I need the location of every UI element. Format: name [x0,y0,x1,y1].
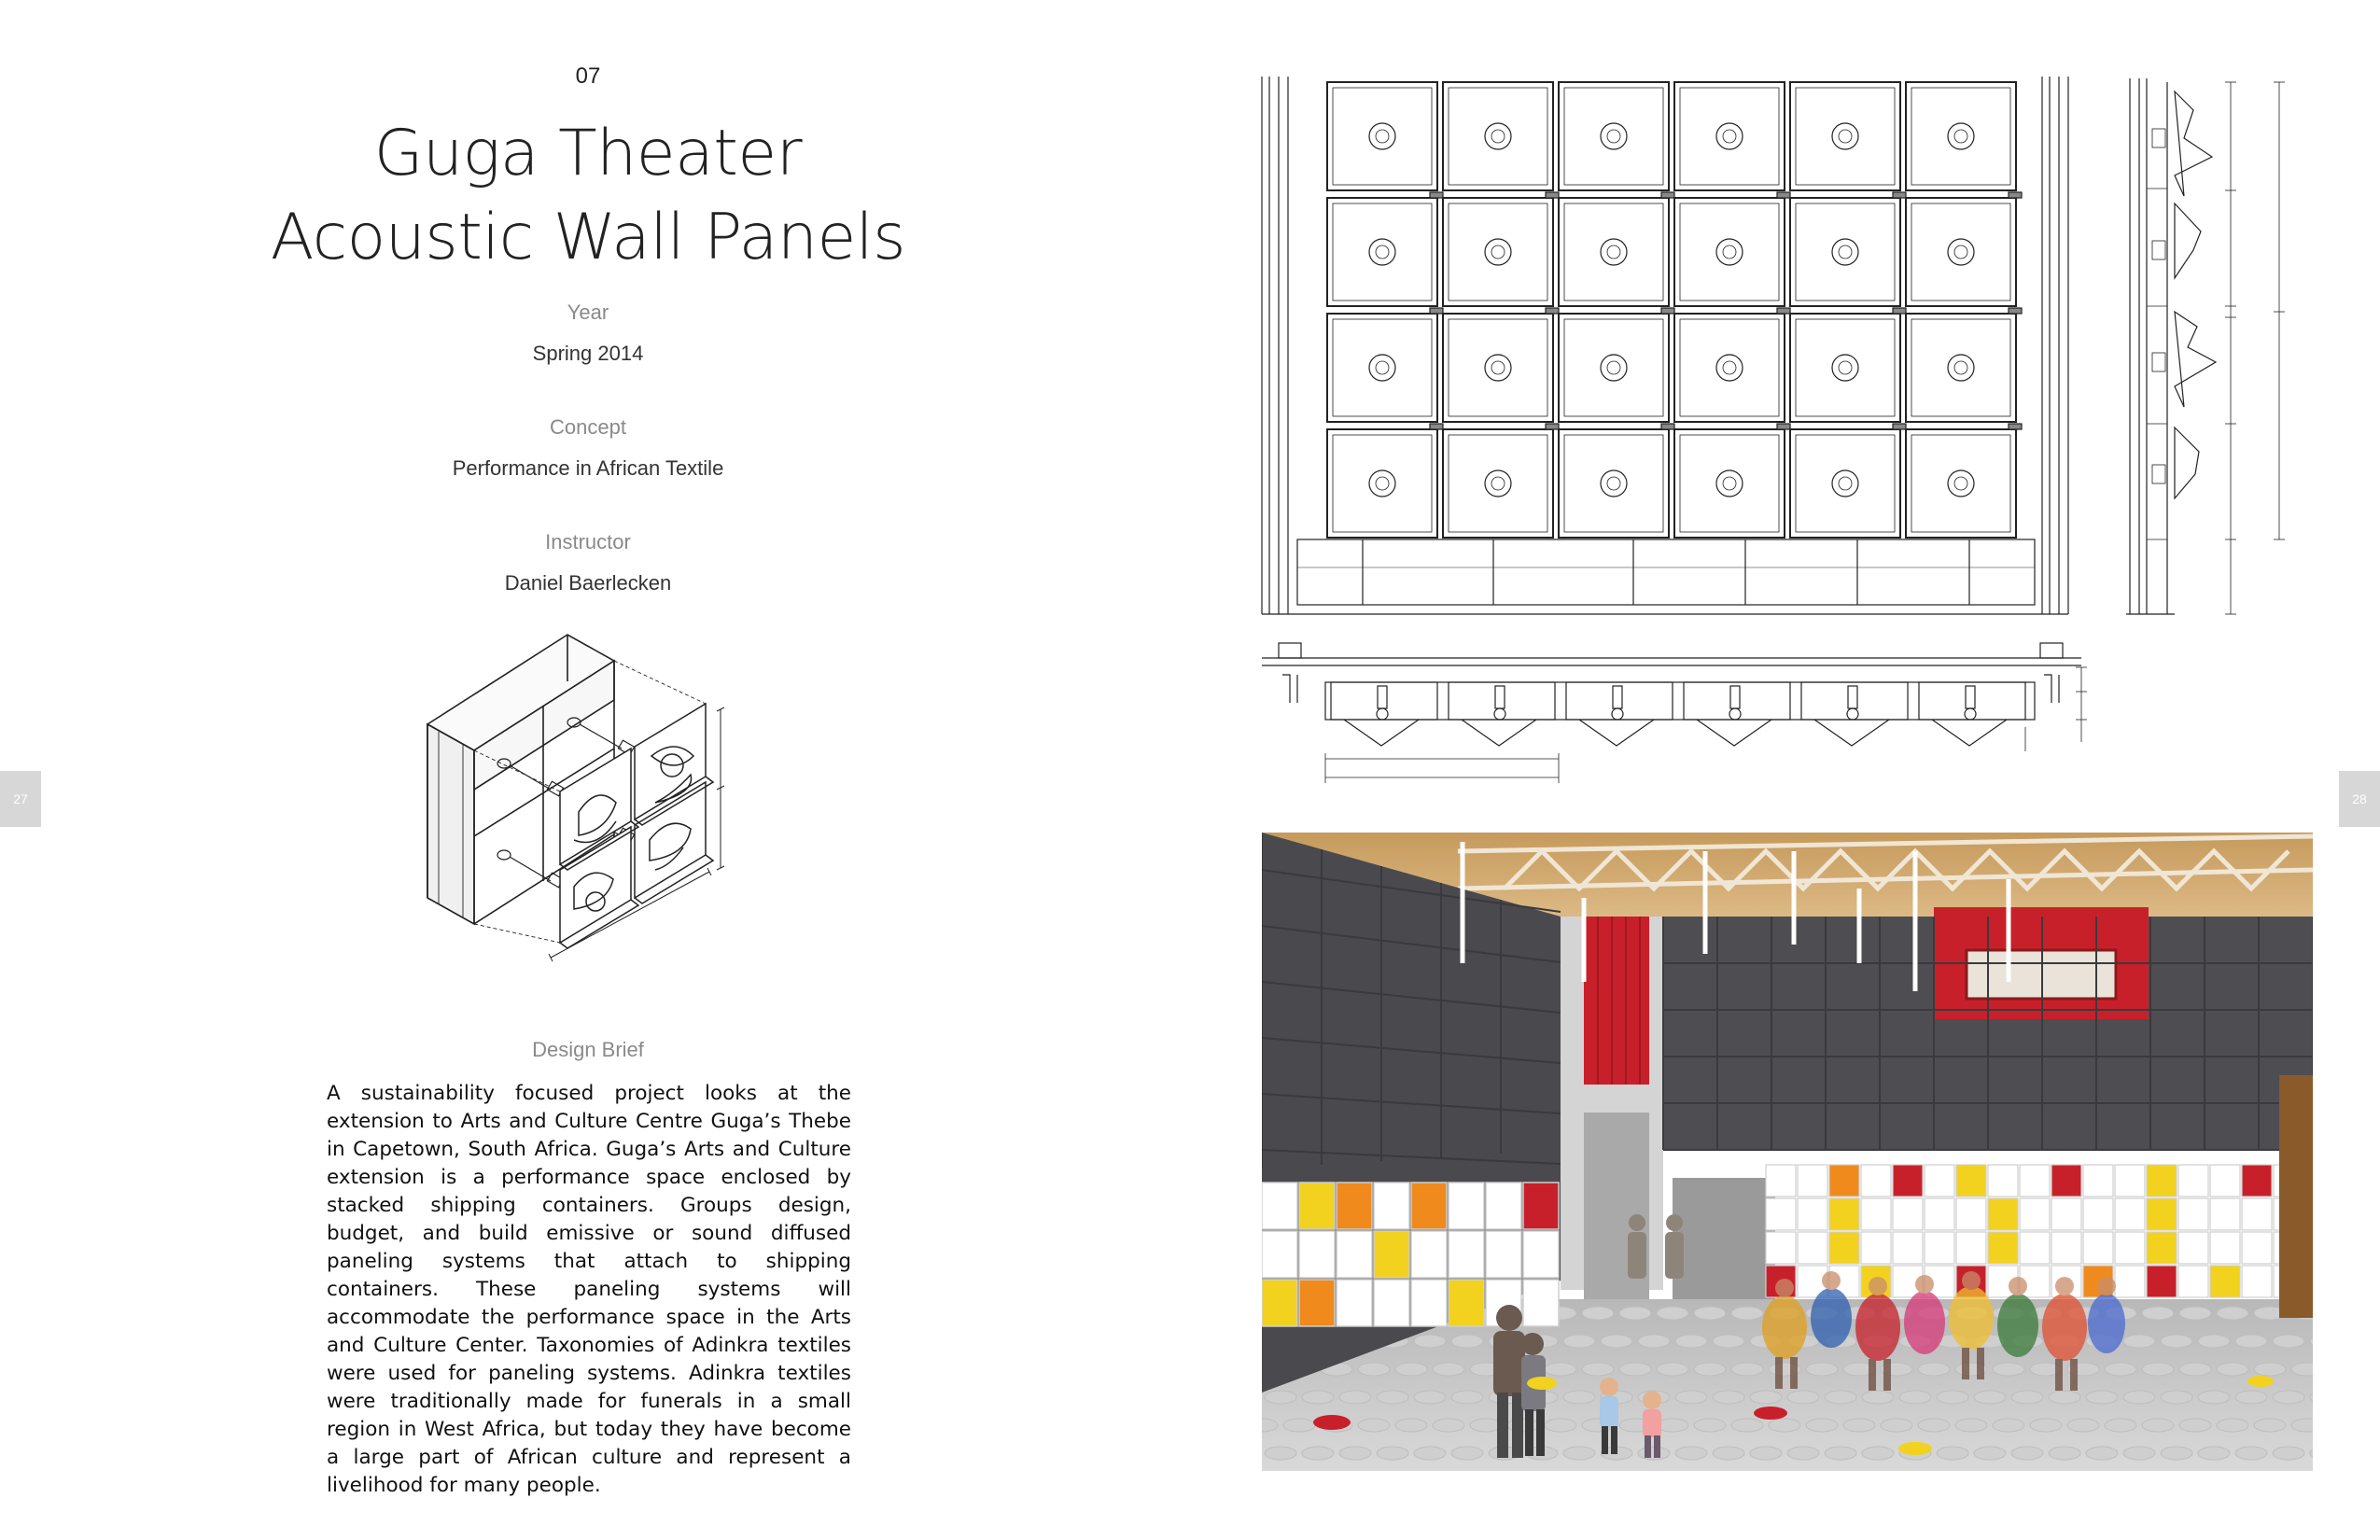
wall-plan-drawing [1260,639,2119,798]
instructor-label: Instructor [545,530,631,553]
page-number-left: 27 [0,771,41,827]
page-title [0,112,1176,280]
concept-label: Concept [550,415,626,439]
title-line-1: Guga Theater [373,117,803,190]
wall-section-drawing [2119,73,2324,623]
instructor-value: Daniel Baerlecken [504,571,672,595]
page-number-right: 28 [2339,771,2380,827]
wall-elevation-drawing [1260,73,2072,623]
design-brief-text: A sustainability focused project looks at the extension to Arts and Culture Centre Guga’s Thebe in Capetown, South Africa. Guga’s Arts and Culture extension is a performance space enclosed by stacked shipping containers. Groups design, budget, and build emissive or sound diffused paneling systems that attach to shipping containers. These paneling systems will accommodate the performance space in the Arts and Culture Center. Taxonomies of Adinkra textiles were used for paneling systems. Adinkra textiles were traditionally made for funerals in a small region in West Africa, but today they have become a large part of African culture and represent a livelihood for many people. [327,1082,851,1497]
interior-rendering [1262,833,2313,1471]
concept-value: Performance in African Textile [452,456,724,480]
title-line-2: Acoustic Wall Panels [270,201,906,274]
project-number: 07 [575,63,601,89]
year-value: Spring 2014 [532,342,644,365]
design-brief-label: Design Brief [532,1038,644,1061]
year-label: Year [567,301,609,324]
axonometric-panel-drawing [411,625,747,999]
